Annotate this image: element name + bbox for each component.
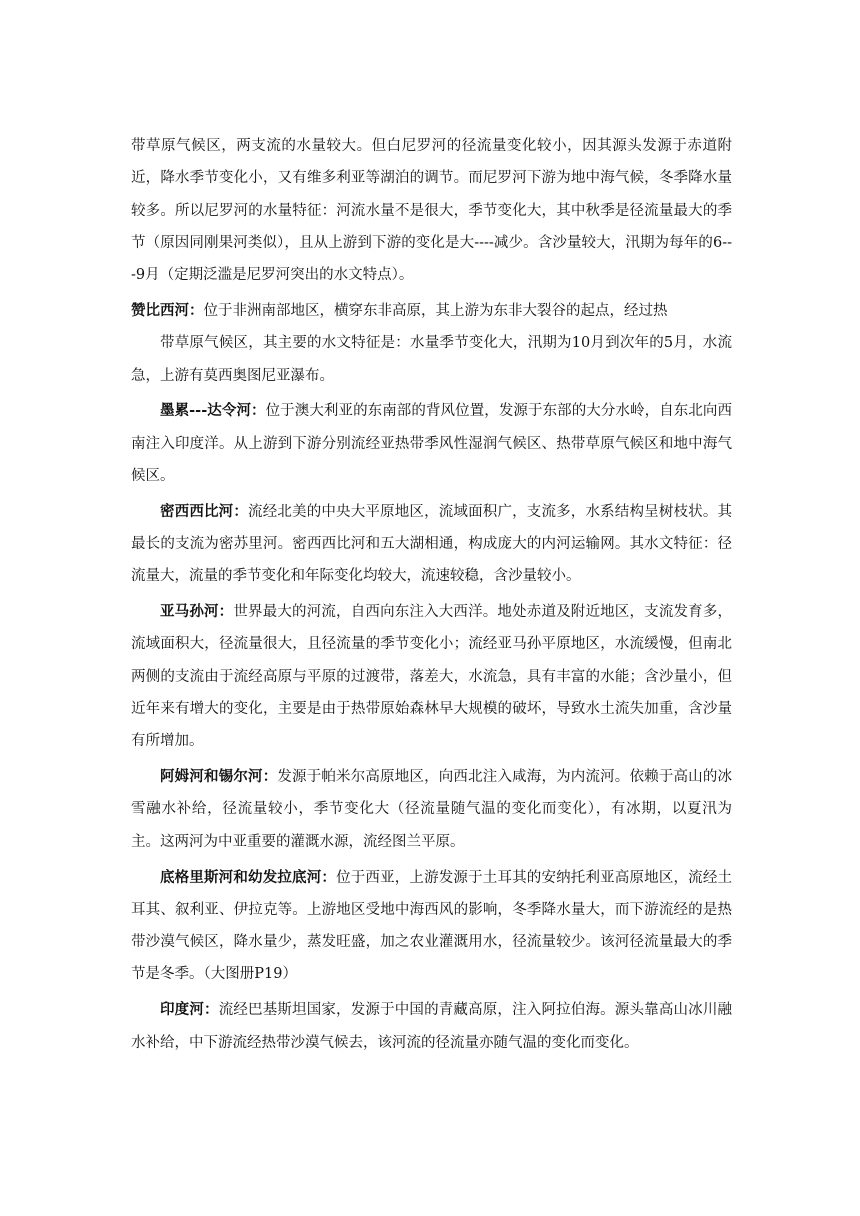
river-name-tigris-euphrates: 底格里斯河和幼发拉底河： bbox=[160, 868, 337, 886]
paragraph-mississippi bbox=[131, 496, 732, 593]
paragraph-indus-text: 流经巴基斯坦国家，发源于中国的青藏高原，注入阿拉伯海。源头靠高山冰川融水补给，中下游流经热带沙漠气候去，该河流的径流量亦随气温的变化而变化。 bbox=[131, 1002, 733, 1051]
paragraph-zambezi-line1 bbox=[131, 295, 732, 327]
paragraph-mississippi-text: 流经北美的中央大平原地区，流域面积广，支流多，水系结构呈树枝状。其最长的支流为密苏里河。密西西比河和五大湖相通，构成庞大的内河运输网。其水文特征：径流量大，流量的季节变化和年际变化均较大，流速较稳，含沙量较小。 bbox=[131, 503, 733, 585]
paragraph-zambezi-line2: 带草原气候区，其主要的水文特征是：水量季节变化大，汛期为10月到次年的5月，水流急，上游有莫西奥图尼亚瀑布。 bbox=[131, 335, 732, 384]
river-name-mississippi: 密西西比河： bbox=[160, 502, 249, 520]
river-name-amazon: 亚马孙河： bbox=[160, 603, 234, 621]
nile-continuation-paragraph: 带草原气候区，两支流的水量较大。但白尼罗河的径流量变化较小，因其源头发源于赤道附近，降水季节变化小，又有维多利亚等湖泊的调节。而尼罗河下游为地中海气候，冬季降水量较多。所以尼罗河的水量特征：河流水量不是很大，季节变化大，其中秋季是径流量最大的季节（原因同刚果河类似），且从上游到下游的变化是大----减少。含沙量较大，汛期为每年的6---9月（定期泛滥是尼罗河突出的水文特点）。 bbox=[131, 138, 732, 284]
paragraph-amazon bbox=[131, 596, 732, 757]
paragraph-amu-syr bbox=[131, 761, 732, 858]
river-name-zambezi: 赞比西河： bbox=[131, 301, 204, 319]
paragraph-tigris-euphrates-text: 位于西亚，上游发源于土耳其的安纳托利亚高原地区，流经土耳其、叙利亚、伊拉克等。上游地区受地中海西风的影响，冬季降水量大，而下游流经的是热带沙漠气候区，降水量少，蒸发旺盛，加之农业灌溉用水，径流量较少。该河径流量最大的季节是冬季。（大图册P19） bbox=[131, 869, 733, 983]
paragraph-murray-darling bbox=[131, 395, 732, 492]
river-name-amu-syr: 阿姆河和锡尔河： bbox=[160, 768, 278, 786]
document-body bbox=[131, 130, 732, 1059]
river-name-indus: 印度河： bbox=[160, 1001, 219, 1019]
paragraph-indus bbox=[131, 994, 732, 1059]
paragraph-zambezi-text1: 位于非洲南部地区，横穿东非高原，其上游为东非大裂谷的起点，经过热 bbox=[203, 302, 668, 319]
paragraph-amazon-text: 世界最大的河流，自西向东注入大西洋。地处赤道及附近地区，支流发育多，流域面积大，径流量很大，且径流量的季节变化小；流经亚马孙平原地区，水流缓慢，但南北两侧的支流由于流经高原与平原的过渡带，落差大，水流急，具有丰富的水能；含沙量小，但近年来有增大的变化，主要是由于热带原始森林早大规模的破坏，导致水土流失加重，含沙量有所增加。 bbox=[131, 604, 733, 750]
river-name-murray-darling: 墨累---达令河： bbox=[160, 402, 266, 420]
paragraph-tigris-euphrates bbox=[131, 862, 732, 991]
paragraph-amu-syr-text: 发源于帕米尔高原地区，向西北注入咸海，为内流河。依赖于高山的冰雪融水补给，径流量较小，季节变化大（径流量随气温的变化而变化），有冰期，以夏汛为主。这两河为中亚重要的灌溉水源，流经图兰平原。 bbox=[131, 769, 733, 850]
paragraph-murray-darling-text: 位于澳大利亚的东南部的背风位置，发源于东部的大分水岭，自东北向西南注入印度洋。从上游到下游分别流经亚热带季风性湿润气候区、热带草原气候区和地中海气候区。 bbox=[131, 403, 733, 484]
